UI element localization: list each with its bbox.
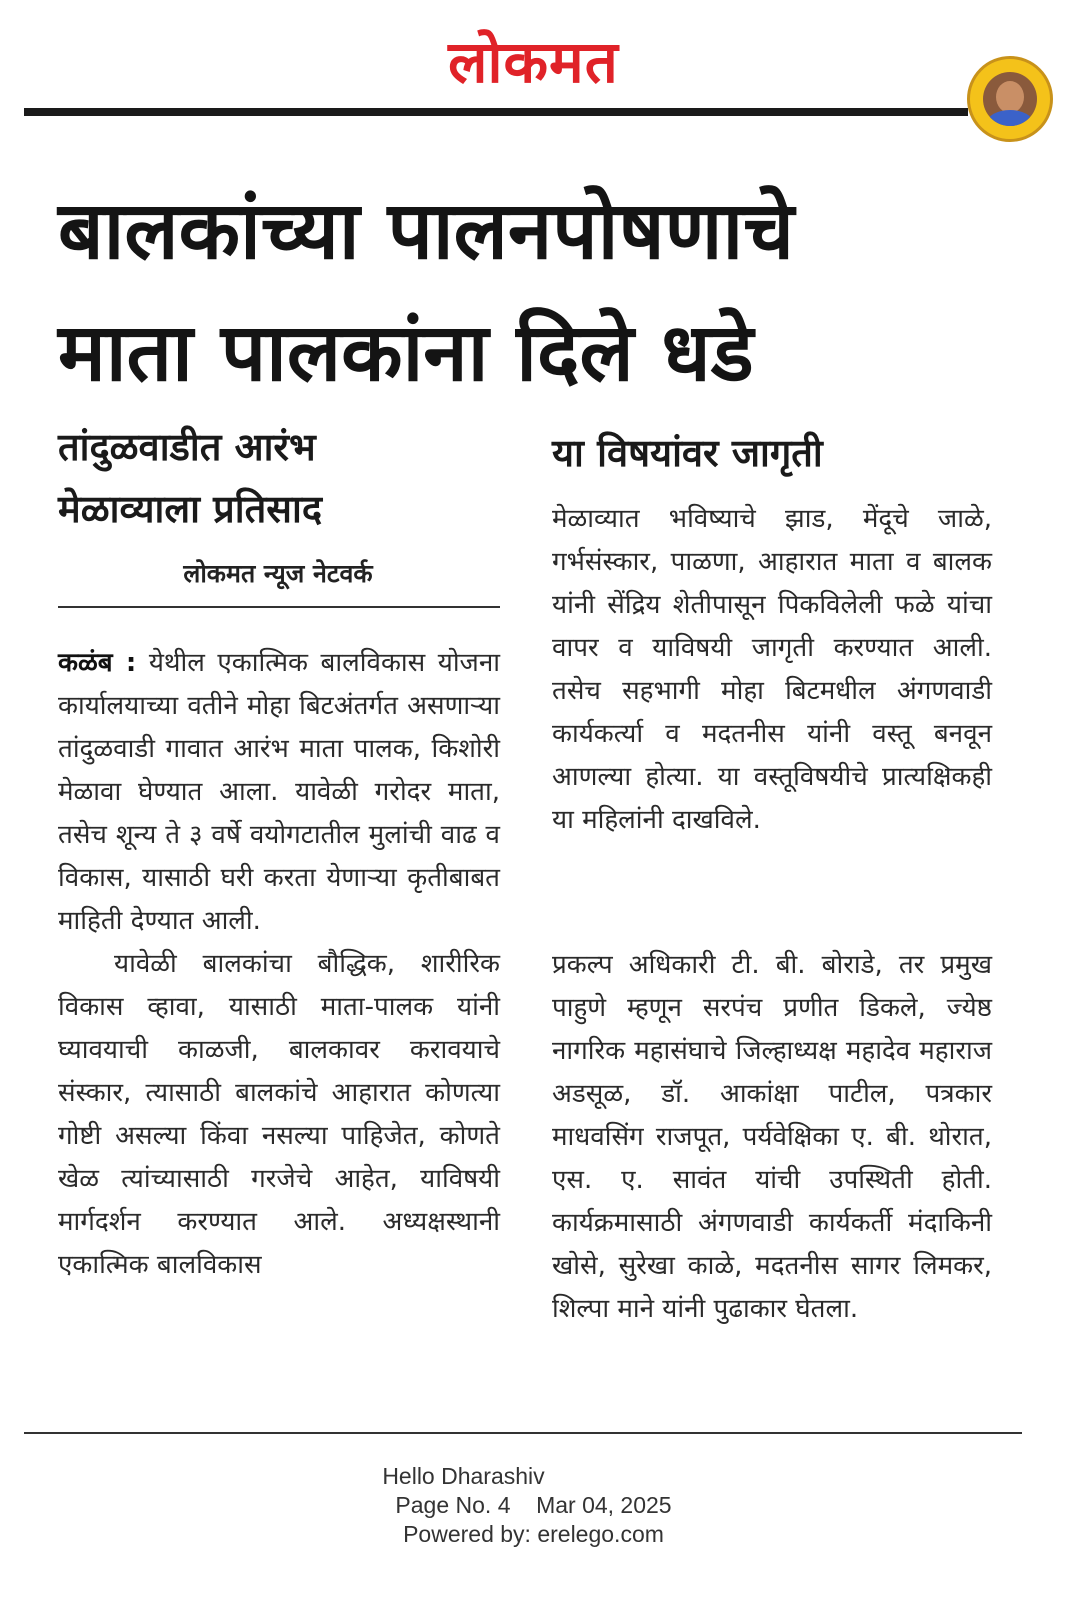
article-column-right-bottom <box>552 944 992 1331</box>
article-column-left <box>58 642 500 1287</box>
avatar-face <box>996 81 1024 113</box>
left-subheadline <box>58 416 508 540</box>
avatar-shirt <box>987 110 1033 126</box>
right-subheadline: या विषयांवर जागृती <box>552 431 823 475</box>
byline-divider <box>58 606 500 608</box>
page-footer <box>0 1462 1067 1549</box>
article-column-right-top <box>552 498 992 842</box>
paragraph-4: प्रकल्प अधिकारी टी. बी. बोराडे, तर प्रमुख पाहुणे म्हणून सरपंच प्रणीत डिकले, ज्येष्ठ नागरिक महासंघाचे जिल्हाध्यक्ष महादेव महाराज अडसूळ, डॉ. आकांक्षा पाटील, पत्रकार माधवसिंग राजपूत, पर्यवेक्षिका ए. बी. थोरात, एस. ए. सावंत यांची उपस्थिती होती. कार्यक्रमासाठी अंगणवाडी कार्यकर्ती मंदाकिनी खोसे, सुरेखा काळे, मदतनीस सागर लिमकर, शिल्पा माने यांनी पुढाकार घेतला. <box>552 950 992 1324</box>
byline: लोकमत न्यूज नेटवर्क <box>183 559 373 588</box>
footer-source: Hello Dharashiv <box>382 1463 545 1489</box>
footer-page-info <box>0 1491 1067 1520</box>
paragraph-1 <box>58 642 500 943</box>
avatar-photo <box>983 72 1037 126</box>
headline-line-1: बालकांच्या पालनपोषणाचे <box>58 184 795 277</box>
paragraph-3: मेळाव्यात भविष्याचे झाड, मेंदूचे जाळे, गर्भसंस्कार, पाळणा, आहारात माता व बालक यांनी सेंद्रिय शेतीपासून पिकविलेली फळे यांचा वापर व याविषयी जागृती करण्यात आली. तसेच सहभागी मोहा बिटमधील अंगणवाडी कार्यकर्त्या व मदतनीस यांनी वस्तू बनवून आणल्या होत्या. या वस्तूविषयीचे प्रात्यक्षिकही या महिलांनी दाखविले. <box>552 504 992 835</box>
headline-line-2: माता पालकांना दिले धडे <box>58 306 754 399</box>
paragraph-1-text: येथील एकात्मिक बालविकास योजना कार्यालयाच्या वतीने मोहा बिटअंतर्गत असणाऱ्या तांदुळवाडी गावात आरंभ माता पालक, किशोरी मेळावा घेण्यात आला. यावेळी गरोदर माता, तसेच शून्य ते ३ वर्षे वयोगटातील मुलांची वाढ व विकास, यासाठी घरी करता येणाऱ्या कृतीबाबत माहिती देण्यात आली. <box>58 648 501 936</box>
left-subheadline-line-2: मेळाव्याला प्रतिसाद <box>58 487 322 531</box>
footer-divider <box>24 1432 1022 1434</box>
left-subheadline-line-1: तांदुळवाडीत आरंभ <box>58 425 316 469</box>
author-avatar-badge <box>967 56 1053 142</box>
paragraph-2: यावेळी बालकांचा बौद्धिक, शारीरिक विकास व्हावा, यासाठी माता-पालक यांनी घ्यावयाची काळजी, बालकावर करावयाचे संस्कार, त्यासाठी बालकांचे आहारात कोणत्या गोष्टी असल्या किंवा नसल्या पाहिजेत, कोणते खेळ त्यांच्यासाठी गरजेचे आहेत, याविषयी मार्गदर्शन करण्यात आले. अध्यक्षस्थानी एकात्मिक बालविकास <box>58 949 500 1280</box>
newspaper-logo: लोकमत <box>448 28 619 96</box>
footer-page-number: Page No. 4 <box>395 1492 511 1518</box>
footer-powered-by: Powered by: erelego.com <box>403 1521 664 1547</box>
dateline: कळंब : <box>58 648 137 678</box>
masthead-divider <box>24 108 968 116</box>
article-headline <box>58 170 1018 414</box>
footer-date: Mar 04, 2025 <box>536 1492 672 1518</box>
